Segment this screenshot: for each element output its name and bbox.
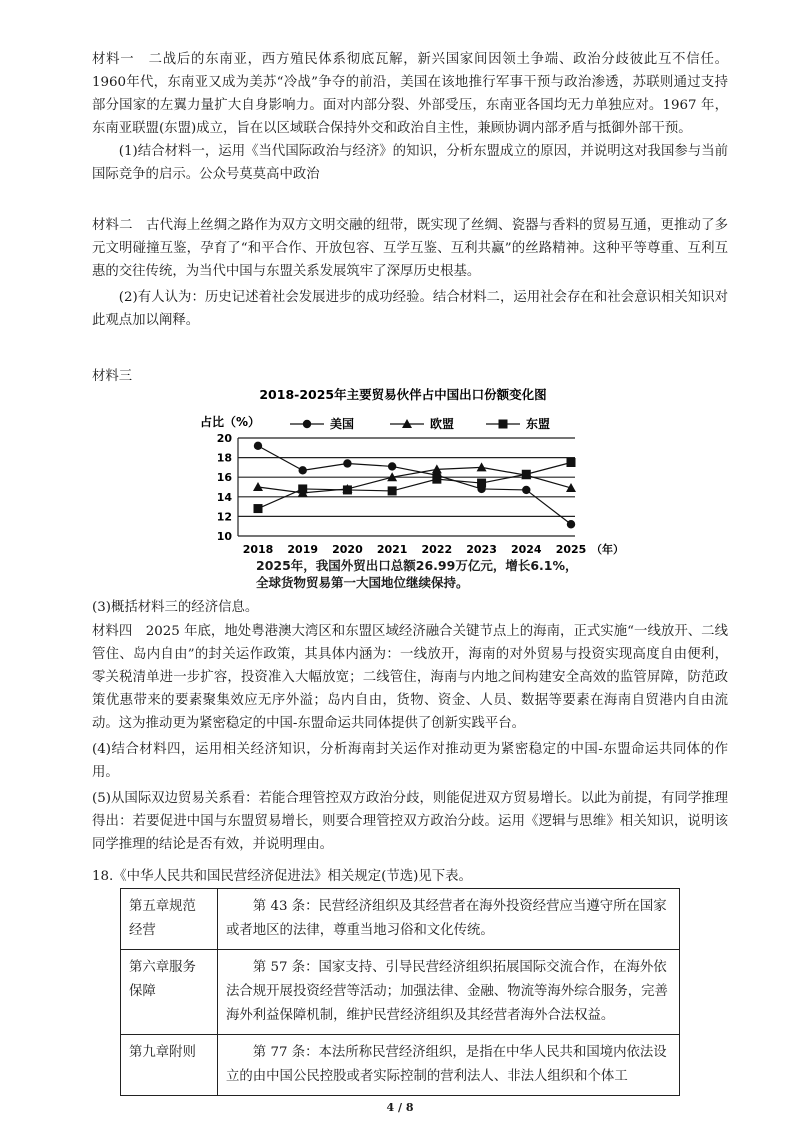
material-3-label: 材料三 <box>92 369 133 384</box>
chart-x-ticks <box>243 542 624 556</box>
data-point <box>254 442 262 450</box>
y-tick-label: 10 <box>216 530 232 543</box>
question-18-intro: 18.《中华人民共和国民营经济促进法》相关规定(节选)见下表。 <box>92 869 472 884</box>
y-tick-label: 20 <box>216 432 232 445</box>
question-1: (1)结合材料一，运用《当代国际政治与经济》的知识，分析东盟成立的原因，并说明这对我国参与当前国际竞争的启示。公众号莫莫高中政治 <box>92 144 728 182</box>
x-tick-label: 2018 <box>242 543 274 556</box>
y-tick-label: 18 <box>216 451 232 465</box>
legend-marker <box>499 420 508 429</box>
data-point <box>432 475 441 484</box>
question-3: (3)概括材料三的经济信息。 <box>92 600 259 615</box>
y-tick-label: 16 <box>216 471 232 485</box>
data-point <box>388 462 396 470</box>
table-row <box>121 1035 680 1096</box>
x-tick-label: 2020 <box>332 543 363 556</box>
chapter-cell: 第五章规范经营 <box>121 889 218 950</box>
chapter-cell: 第九章附则 <box>121 1035 218 1096</box>
x-tick-label: 2021 <box>376 543 408 556</box>
legend-marker <box>303 420 311 428</box>
data-point <box>477 462 487 471</box>
legend-label: 欧盟 <box>430 417 455 431</box>
page-number: 4 / 8 <box>386 1101 414 1114</box>
x-axis-label: （年） <box>591 543 624 556</box>
chart-y-ticks <box>217 432 233 543</box>
chart-note-line-1: 2025年，我国外贸出口总额26.99万亿元，增长6.1%， <box>256 558 578 573</box>
question-4: (4)结合材料四，运用相关经济知识，分析海南封关运作对推动更为紧密稳定的中国-东盟命运共同体的作用。 <box>92 742 728 780</box>
data-point <box>477 479 486 488</box>
chapter-cell: 第六章服务保障 <box>121 950 218 1035</box>
data-point <box>343 459 351 467</box>
data-point <box>254 504 263 513</box>
chart-y-axis-label: 占比（%） <box>200 415 261 429</box>
y-tick-label: 14 <box>216 490 232 504</box>
provision-cell: 第 57 条：国家支持、引导民营经济组织拓展国际交流合作，在海外依法合规开展投资经营等活动；加强法律、金融、物流等海外综合服务，完善海外利益保障机制，维护民营经济组织及其经营者海外合法权益。 <box>218 950 680 1035</box>
data-point <box>253 482 263 491</box>
data-point <box>343 485 352 494</box>
table-row <box>121 889 680 950</box>
material-1-text: 材料一 二战后的东南亚，西方殖民体系彻底瓦解，新兴国家间因领土争端、政治分歧彼此互不信任。1960年代，东南亚又成为美苏“冷战”争夺的前沿，美国在该地推行军事干预与政治渗透，苏联则通过支持部分国家的左翼力量扩大自身影响力。面对内部分裂、外部受压，东南亚各国均无力单独应对。1967 年，东南亚联盟(东盟)成立，旨在以区域联合保持外交和政治自主性，兼顾协调内部矛盾与抵御外部干预。 <box>92 52 728 136</box>
x-tick-label: 2023 <box>466 543 497 556</box>
data-point <box>522 486 530 494</box>
x-tick-label: 2024 <box>510 543 542 556</box>
material-4-text: 材料四 2025 年底，地处粤港澳大湾区和东盟区域经济融合关键节点上的海南，正式实施“一线放开、二线管住、岛内自由”的封关运作政策，其具体内涵为：一线放开，海南的对外贸易与投资实现高度自由便利，零关税清单进一步扩容，投资准入大幅放宽；二线管住，海南与内地之间构建安全高效的监管屏障，防范政策优惠带来的要素聚集效应无序外溢；岛内自由，货物、资金、人员、数据等要素在海南自贸港内自由流动。这为推动更为紧密稳定的中国-东盟命运共同体提供了创新实践平台。 <box>92 624 728 731</box>
chart-title: 2018-2025年主要贸易伙伴占中国出口份额变化图 <box>259 387 547 402</box>
data-point <box>567 458 576 467</box>
chart-legend <box>290 416 550 431</box>
chart-note-line-2: 全球货物贸易第一大国地位继续保持。 <box>256 575 469 590</box>
x-tick-label: 2022 <box>421 543 453 556</box>
data-point <box>522 470 531 479</box>
x-tick-label: 2025 <box>555 543 587 556</box>
legend-label: 美国 <box>330 417 355 431</box>
chart-series <box>253 442 576 529</box>
provision-cell: 第 77 条：本法所称民营经济组织，是指在中华人民共和国境内依法设立的由中国公民控股或者实际控制的营利法人、非法人组织和个体工 <box>218 1035 680 1096</box>
y-tick-label: 12 <box>216 510 232 524</box>
law-provisions-table <box>120 888 680 1096</box>
provision-cell: 第 43 条：民营经济组织及其经营者在海外投资经营应当遵守所在国家或者地区的法律，尊重当地习俗和文化传统。 <box>218 889 680 950</box>
data-point <box>299 466 307 474</box>
material-2-text: 材料二 古代海上丝绸之路作为双方文明交融的纽带，既实现了丝绸、瓷器与香料的贸易互通，更推动了多元文明碰撞互鉴，孕育了“和平合作、开放包容、互学互鉴、互利共赢”的丝路精神。这种平等尊重、互利互惠的交往传统，为当代中国与东盟关系发展筑牢了深厚历史根基。 <box>92 218 728 279</box>
data-point <box>567 520 575 528</box>
table-row <box>121 950 680 1035</box>
x-tick-label: 2019 <box>287 543 319 556</box>
question-2: (2)有人认为：历史记述着社会发展进步的成功经验。结合材料二，运用社会存在和社会意识相关知识对此观点加以阐释。 <box>92 290 728 328</box>
data-point <box>388 486 397 495</box>
export-share-line-chart <box>190 384 624 579</box>
question-5: (5)从国际双边贸易关系看：若能合理管控双方政治分歧，则能促进双方贸易增长。以此为前提，有同学推理得出：若要促进中国与东盟贸易增长，则要合理管控双方政治分歧。运用《逻辑与思维》相关知识，说明该同学推理的结论是否有效，并说明理由。 <box>92 791 728 852</box>
legend-label: 东盟 <box>526 417 551 431</box>
data-point <box>298 484 307 493</box>
